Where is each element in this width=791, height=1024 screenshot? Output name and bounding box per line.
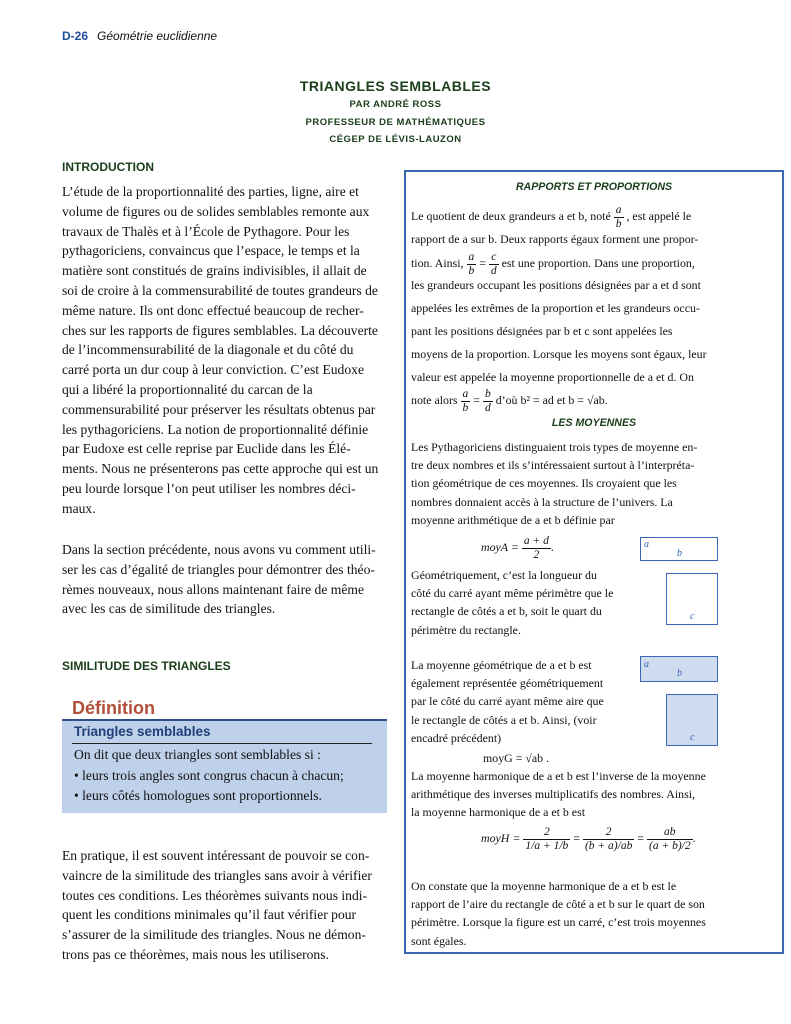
definition-title: Définition bbox=[72, 698, 155, 718]
moyA-formula: moyA = $\frac{a + d}{2}$ . bbox=[481, 535, 554, 561]
geom-mean-line-5: encadré précédent) bbox=[411, 730, 502, 745]
fraction-harmonic-3: $\frac{ab}{(a + b)/2}$ bbox=[648, 826, 691, 852]
affiliation-line-2: CÉGEP DE LÉVIS-LAUZON bbox=[329, 134, 462, 145]
similitude-heading: SIMILITUDE DES TRIANGLES bbox=[62, 659, 231, 673]
sidebar-line: les grandeurs occupant les positions désignées par a et d sont bbox=[411, 278, 701, 292]
fraction-moyA: $\frac{a + d}{2}$ bbox=[523, 535, 549, 561]
harmonic-line-3: la moyenne harmonique de a et b est bbox=[411, 805, 586, 820]
conclusion-line-2: rapport de l’aire du rectangle de côté a et b sur le quart de son bbox=[411, 897, 705, 912]
arith-geom-line-1: Géométriquement, c’est la longueur du bbox=[411, 568, 597, 582]
moyA-label: moyA = bbox=[481, 540, 519, 555]
arith-geom-line-2: côté du carré ayant même périmètre que le bbox=[411, 586, 614, 601]
sidebar-heading-rapports: RAPPORTS ET PROPORTIONS bbox=[515, 181, 673, 193]
sidebar-line bbox=[411, 204, 691, 231]
intro-paragraph-2 bbox=[62, 540, 387, 619]
author-line: PAR ANDRÉ ROSS bbox=[349, 99, 442, 110]
fraction-harmonic-2: $\frac{2}{(b + a)/ab}$ bbox=[584, 826, 633, 852]
fraction-c-over-d: $\frac{c}{d}$ bbox=[490, 251, 497, 277]
fraction-a-over-b: $\frac{a}{b}$ bbox=[462, 388, 469, 414]
geom-mean-line-2: également représentée géométriquement bbox=[411, 676, 604, 691]
moyH-label: moyH = bbox=[481, 831, 521, 846]
geom-mean-line-4: le rectangle de côtés a et b. Ainsi, (voir bbox=[411, 712, 597, 727]
moyennes-line-1: Les Pythagoriciens distinguaient trois types de moyenne en- bbox=[411, 440, 698, 454]
sidebar-line: rapport de a sur b. Deux rapports égaux forment une propor- bbox=[411, 232, 699, 246]
moyH-formula: moyH = $\frac{2}{1/a + 1/b}$ = $\frac{2}{(b + a)/ab}$ = $\frac{ab}{(a + b)/2}$ . bbox=[481, 826, 696, 852]
harmonic-line-1: La moyenne harmonique de a et b est l’inverse de la moyenne bbox=[411, 769, 706, 783]
intro-line-5: matière sont constitués de grains indivisibles, il allait de bbox=[62, 263, 367, 279]
similitude-line-6: trons pas ce théorèmes, mais nous les utiliserons. bbox=[62, 946, 329, 962]
figure-label-a: a bbox=[644, 659, 649, 670]
intro-heading: INTRODUCTION bbox=[62, 160, 154, 174]
intro-paragraph bbox=[62, 182, 387, 519]
definition-rule bbox=[72, 743, 372, 744]
sidebar-text: d’où b² = ad et b = √ab. bbox=[495, 393, 608, 408]
geom-mean-line-1: La moyenne géométrique de a et b est bbox=[411, 658, 592, 672]
intro2-line-4: avec les cas de similitude des triangles. bbox=[62, 601, 276, 617]
definition-bullet-1: • leurs trois angles sont congrus chacun à chacun; bbox=[74, 768, 344, 783]
intro-line-2: volume de figures ou de solides semblables remonte aux bbox=[62, 203, 370, 219]
moyennes-paragraph bbox=[411, 438, 777, 529]
similitude-line-3: toutes ces conditions. Les théorèmes suivants nous indi- bbox=[62, 887, 368, 903]
moyennes-line-2: tre deux nombres et ils s’intéressaient surtout à l’interpréta- bbox=[411, 458, 695, 473]
definition-bullet-2: • leurs côtés homologues sont proportionnels. bbox=[74, 788, 322, 803]
sidebar-text: tion. Ainsi, bbox=[411, 256, 464, 271]
similitude-line-2: vaincre de la similitude des triangles sans avoir à vérifier bbox=[62, 867, 372, 883]
intro-line-1: L’étude de la proportionnalité des parties, ligne, aire et bbox=[62, 184, 359, 199]
conclusion-paragraph bbox=[411, 877, 777, 950]
intro-line-3: travaux de Thalès et à l’École de Pythagore. Pour les bbox=[62, 223, 350, 239]
article-title: TRIANGLES SEMBLABLES bbox=[299, 78, 492, 94]
figure-label-b: b bbox=[677, 548, 682, 559]
intro-line-10: carré porta un dur coup à leur conviction. C’est Eudoxe bbox=[62, 362, 364, 378]
similitude-paragraph bbox=[62, 846, 387, 965]
affiliation-line-1: PROFESSEUR DE MATHÉMATIQUES bbox=[305, 117, 486, 128]
moyG-formula: moyG = √ab . bbox=[483, 751, 550, 765]
running-title: Géométrie euclidienne bbox=[97, 29, 218, 43]
similitude-line-5: s’assurer de la similitude des triangles. Nous ne démon- bbox=[62, 927, 366, 943]
conclusion-line-3: périmètre. Lorsque la figure est un carré, c’est trois moyennes bbox=[411, 915, 706, 930]
moyennes-line-3: tion géométrique de ces moyennes. Ils croyaient que les bbox=[411, 476, 677, 491]
sidebar-line: tion. Ainsi, $\frac{a}{b}$ = $\frac{c}{d}$ est une proportion. Dans une proportion, bbox=[411, 251, 695, 277]
intro2-line-1: Dans la section précédente, nous avons vu comment utili- bbox=[62, 542, 376, 557]
definition-subtitle: Triangles semblables bbox=[74, 724, 211, 739]
arith-geom-line-4: périmètre du rectangle. bbox=[411, 622, 521, 637]
intro-line-12: commensurabilité pour préserver les résultats obtenus par bbox=[62, 401, 376, 417]
harmonic-line-2: arithmétique des inverses multiplicatifs des nombres. Ainsi, bbox=[411, 787, 696, 802]
figure-label-a: a bbox=[644, 539, 649, 550]
similitude-line-4: quent les conditions minimales qu’il faut vérifier pour bbox=[62, 907, 357, 923]
running-header bbox=[62, 29, 217, 44]
intro-line-13: les pythagoriciens. La notion de proportionnalité définie bbox=[62, 421, 369, 437]
similitude-line-1: En pratique, il est souvent intéressant de pouvoir se con- bbox=[62, 848, 370, 863]
conclusion-line-1: On constate que la moyenne harmonique de a et b est le bbox=[411, 879, 677, 893]
intro-line-8: ches sur les rapports de figures semblables. La découverte bbox=[62, 322, 378, 338]
sidebar-line: valeur est appelée la moyenne proportionnelle de a et d. On bbox=[411, 370, 694, 384]
intro2-line-3: rèmes nouveaux, nous allons maintenant faire de même bbox=[62, 581, 364, 597]
figure-label-c: c bbox=[690, 611, 695, 622]
intro-line-9: de l’incommensurabilité de la diagonale et du côté du bbox=[62, 342, 354, 358]
sidebar-line: appelées les extrêmes de la proportion et les grandeurs occu- bbox=[411, 301, 700, 315]
figure-label-b: b bbox=[677, 668, 682, 679]
intro-line-17: maux. bbox=[62, 500, 96, 516]
intro-line-11: qui a libéré la proportionnalité du carcan de la bbox=[62, 381, 313, 397]
intro-line-15: ments. Nous ne présenterons pas cette approche qui est un bbox=[62, 461, 379, 477]
geometric-mean-paragraph bbox=[411, 656, 636, 747]
intro-line-4: pythagoriciens, convaincus que l’espace, le temps et la bbox=[62, 243, 360, 259]
intro-line-6: soi de croire à la commensurabilité de toutes grandeurs de bbox=[62, 282, 378, 298]
fraction-harmonic-1: $\frac{2}{1/a + 1/b}$ bbox=[525, 826, 569, 852]
conclusion-line-4: sont égales. bbox=[411, 933, 467, 948]
fraction-b-over-d: $\frac{b}{d}$ bbox=[484, 388, 491, 414]
moyennes-line-4: nombres donnaient accès à la structure de l’univers. La bbox=[411, 494, 673, 509]
intro-line-16: peu lourde lorsque l’on peut utiliser les nombres déci- bbox=[62, 480, 356, 496]
moyennes-line-5: moyenne arithmétique de a et b définie par bbox=[411, 512, 615, 527]
fraction-a-over-b: $\frac{a}{b}$ bbox=[468, 251, 475, 277]
sidebar-line: note alors $\frac{a}{b}$ = $\frac{b}{d}$ d’où b² = ad et b = √ab. bbox=[411, 388, 608, 414]
sidebar-line: pant les positions désignées par b et c sont appelées les bbox=[411, 324, 673, 338]
sidebar-text: , est appelé le bbox=[626, 209, 692, 224]
sidebar-text: Le quotient de deux grandeurs a et b, noté bbox=[411, 209, 611, 224]
harmonic-mean-paragraph bbox=[411, 767, 777, 822]
geom-mean-line-3: par le côté du carré ayant même aire que bbox=[411, 694, 604, 709]
figure-label-c: c bbox=[690, 732, 695, 743]
intro-line-14: par Eudoxe est celle reprise par Euclide dans les Élé- bbox=[62, 441, 351, 457]
arith-geom-paragraph bbox=[411, 566, 636, 639]
sidebar-line: moyens de la proportion. Lorsque les moyens sont égaux, leur bbox=[411, 347, 707, 361]
intro2-line-2: ser les cas d’égalité de triangles pour démontrer des théo- bbox=[62, 561, 375, 577]
page-number: D-26 bbox=[62, 29, 89, 43]
arith-geom-line-3: rectangle de côtés a et b, soit le quart du bbox=[411, 604, 602, 619]
definition-intro: On dit que deux triangles sont semblables si : bbox=[74, 747, 321, 762]
fraction-a-over-b: $\frac{a}{b}$ bbox=[615, 204, 622, 230]
intro-line-7: même nature. Ils ont donc effectué beaucoup de recher- bbox=[62, 302, 364, 318]
sidebar-text: note alors bbox=[411, 393, 458, 408]
sidebar-text: est une proportion. Dans une proportion, bbox=[501, 256, 695, 271]
sidebar-heading-moyennes: LES MOYENNES bbox=[551, 417, 637, 429]
